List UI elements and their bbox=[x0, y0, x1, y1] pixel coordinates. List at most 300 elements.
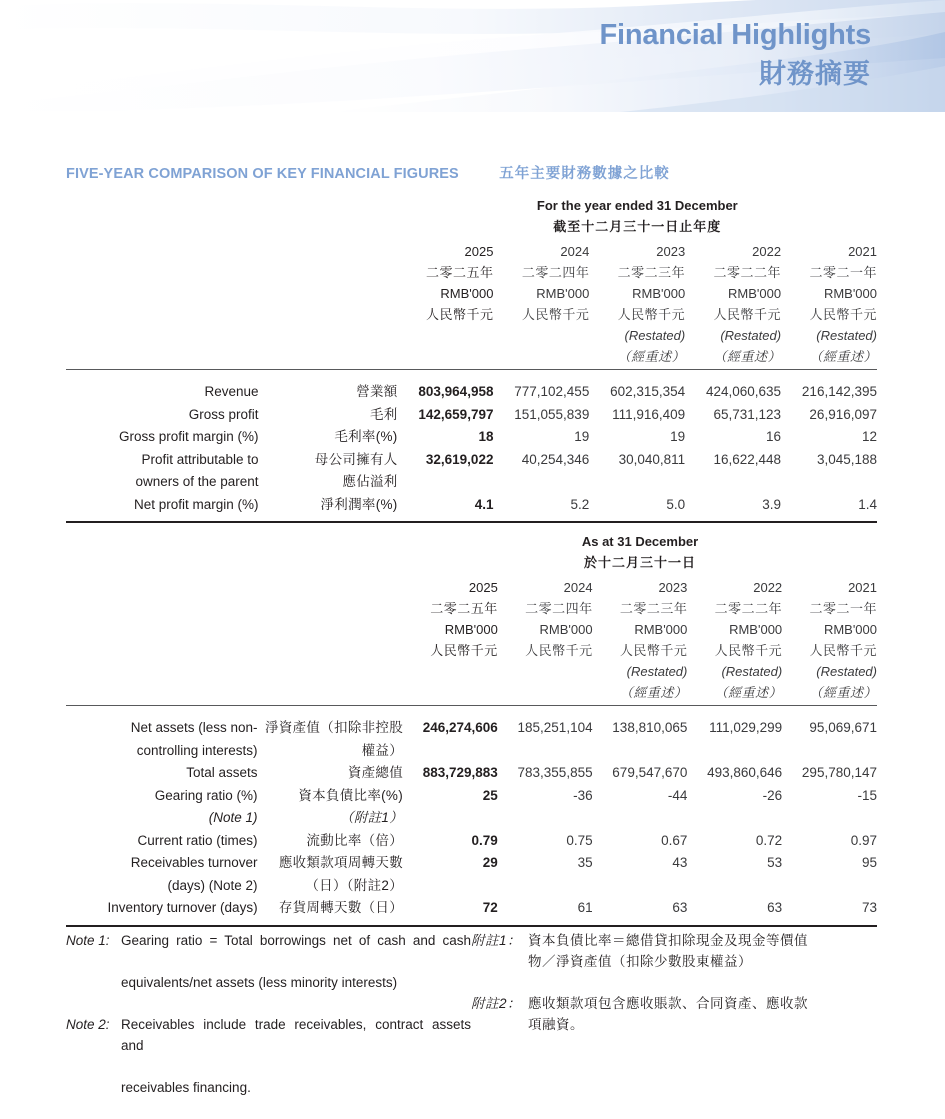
gap-cell bbox=[687, 919, 782, 926]
table-cell-value: 3,045,188 bbox=[816, 451, 877, 467]
spacer-cell bbox=[258, 598, 403, 619]
table-cell-value: 43 bbox=[672, 855, 688, 870]
column-header-year-zh: 二零二二年 bbox=[714, 601, 783, 616]
gap-cell bbox=[493, 370, 589, 381]
rule-cell bbox=[781, 522, 877, 525]
column-header-restated-zh bbox=[498, 682, 593, 703]
column-header-currency: RMB'000 bbox=[823, 286, 877, 301]
footnote-block bbox=[66, 1014, 471, 1098]
column-header-year: 2025 bbox=[468, 580, 498, 595]
spacer-cell bbox=[66, 325, 259, 346]
column-header-year: 2022 bbox=[753, 580, 783, 595]
gap-cell bbox=[781, 515, 877, 522]
section-heading-en: FIVE-YEAR COMPARISON OF KEY FINANCIAL FIGURES bbox=[66, 166, 459, 182]
gap-cell bbox=[259, 370, 398, 381]
spacer-cell bbox=[258, 577, 403, 598]
table-cell-value: 25 bbox=[482, 787, 498, 803]
table-cell-empty bbox=[782, 739, 877, 762]
column-header-year: 2025 bbox=[464, 244, 494, 259]
column-header-currency: RMB'000 bbox=[729, 622, 783, 637]
column-header-currency: RMB'000 bbox=[727, 286, 782, 301]
table-cell-empty bbox=[498, 874, 593, 897]
gap-cell bbox=[685, 370, 781, 381]
table-row bbox=[66, 761, 877, 784]
table-cell-empty bbox=[781, 470, 877, 493]
footnote-line: 項融資。 bbox=[528, 1017, 584, 1032]
column-header-restated-zh: （經重述） bbox=[809, 685, 877, 700]
footnotes-chinese bbox=[471, 930, 877, 1119]
table-cell-empty bbox=[398, 470, 494, 493]
table-cell-value: 783,355,855 bbox=[517, 765, 593, 780]
column-header-currency-zh: 人民幣千元 bbox=[425, 307, 494, 322]
spacer-cell bbox=[259, 213, 398, 241]
row-label-en: Gross profit margin (%) bbox=[119, 429, 259, 444]
table-cell-value: 493,860,646 bbox=[707, 765, 783, 780]
footnote-text bbox=[528, 993, 877, 1035]
column-header-currency: RMB'000 bbox=[536, 286, 590, 301]
row-label-zh: 淨利潤率(%) bbox=[320, 496, 398, 512]
column-header-currency: RMB'000 bbox=[440, 286, 494, 301]
column-header-currency-zh: 人民幣千元 bbox=[619, 643, 688, 658]
spacer-cell bbox=[258, 661, 403, 682]
footnote-line: Receivables include trade receivables, contract assets and bbox=[121, 1017, 471, 1053]
table-cell-value: 3.9 bbox=[762, 496, 782, 512]
row-label-zh: 流動比率（倍） bbox=[306, 832, 404, 848]
footnote-line: Gearing ratio = Total borrowings net of cash and cash bbox=[121, 933, 471, 948]
table-row-continuation bbox=[66, 739, 877, 762]
table-cell-value: 679,547,670 bbox=[612, 765, 688, 780]
gap-cell bbox=[781, 370, 877, 381]
table-cell-value: 53 bbox=[767, 855, 783, 870]
table-cell-empty bbox=[498, 806, 593, 829]
column-header-row bbox=[66, 577, 877, 598]
table-cell-value: 138,810,065 bbox=[612, 720, 688, 735]
table-cell-value: -36 bbox=[573, 787, 593, 803]
table-cell-value: 12 bbox=[861, 429, 877, 444]
row-label-en-line2: controlling interests) bbox=[136, 742, 258, 758]
column-header-year: 2023 bbox=[656, 244, 686, 259]
column-header-year-zh: 二零二四年 bbox=[521, 265, 590, 280]
table-cell-value: 151,055,839 bbox=[514, 406, 590, 422]
table-row bbox=[66, 716, 877, 739]
row-label-zh-line2: （日）（附註2） bbox=[305, 877, 404, 893]
table-cell-empty bbox=[782, 806, 877, 829]
row-label-en: Total assets bbox=[186, 765, 258, 780]
footnote-label: Note 2: bbox=[66, 1017, 110, 1032]
spacer-cell bbox=[66, 196, 259, 213]
table-cell-empty bbox=[403, 874, 498, 897]
table-cell-value: 295,780,147 bbox=[801, 765, 877, 780]
table-cell-value: 40,254,346 bbox=[521, 451, 590, 467]
table-cell-value: 424,060,635 bbox=[705, 384, 782, 399]
table-cell-value: 16,622,448 bbox=[713, 451, 782, 467]
footnote-label: 附註1： bbox=[471, 933, 522, 948]
column-header-restated-en: (Restated) bbox=[816, 664, 877, 679]
table-two-body bbox=[66, 532, 877, 929]
footnote-line: 資本負債比率＝總借貸扣除現金及現金等價值 bbox=[528, 933, 808, 948]
footnote-line: 物／淨資產值（扣除少數股東權益） bbox=[528, 954, 752, 969]
period-caption-zh: 截至十二月三十一日止年度 bbox=[553, 219, 722, 234]
footnote-line: receivables financing. bbox=[121, 1080, 251, 1095]
row-label-en: Profit attributable to bbox=[141, 451, 259, 467]
table-cell-value: 0.79 bbox=[471, 832, 498, 848]
footnote-line: equivalents/net assets (less minority interests) bbox=[121, 975, 398, 990]
page-header-banner bbox=[0, 0, 945, 112]
rule-cell bbox=[589, 522, 685, 525]
spacer-cell bbox=[66, 262, 259, 283]
table-cell-value: 95 bbox=[861, 855, 877, 870]
table-cell-value: 72 bbox=[482, 900, 498, 915]
gap-cell bbox=[403, 706, 498, 717]
column-header-currency: RMB'000 bbox=[823, 622, 877, 637]
table-cell-value: 777,102,455 bbox=[514, 384, 590, 399]
rule-cell bbox=[685, 522, 781, 525]
five-year-income-table bbox=[66, 196, 877, 525]
column-header-currency-zh: 人民幣千元 bbox=[809, 643, 877, 658]
column-header-row bbox=[66, 661, 877, 682]
column-header-year: 2021 bbox=[848, 580, 877, 595]
footnote-block bbox=[471, 993, 877, 1035]
spacer-cell bbox=[66, 619, 258, 640]
table-cell-empty bbox=[685, 470, 781, 493]
table-cell-value: 0.67 bbox=[661, 832, 688, 848]
table-cell-value: 111,916,409 bbox=[612, 406, 686, 422]
row-label-en: Net assets (less non- bbox=[130, 720, 258, 735]
rule-cell bbox=[258, 926, 403, 929]
column-header-restated-zh bbox=[493, 346, 589, 367]
gap-cell bbox=[66, 515, 259, 522]
footnote-text bbox=[121, 1014, 471, 1098]
table-cell-empty bbox=[687, 739, 782, 762]
table-cell-empty bbox=[593, 739, 688, 762]
spacer-cell bbox=[259, 196, 398, 213]
rule-cell bbox=[398, 522, 494, 525]
table-cell-value: 26,916,097 bbox=[809, 406, 877, 422]
table-gap bbox=[66, 706, 877, 717]
table-gap bbox=[66, 370, 877, 381]
column-header-currency-zh: 人民幣千元 bbox=[525, 643, 593, 658]
gap-cell bbox=[498, 706, 593, 717]
period-caption-row-zh bbox=[66, 213, 877, 241]
table-cell-value: -26 bbox=[762, 787, 783, 803]
spacer-cell bbox=[66, 346, 259, 367]
column-header-restated-zh bbox=[398, 346, 494, 367]
column-header-currency-zh: 人民幣千元 bbox=[617, 307, 686, 322]
column-header-restated-en bbox=[403, 661, 498, 682]
table-cell-value: 35 bbox=[577, 855, 593, 870]
table-cell-value: 4.1 bbox=[474, 496, 494, 512]
table-cell-value: 883,729,883 bbox=[422, 765, 498, 780]
spacer-cell bbox=[259, 262, 398, 283]
table-cell-empty bbox=[782, 874, 877, 897]
column-header-restated-zh: （經重述） bbox=[619, 685, 688, 700]
table-cell-value: 5.0 bbox=[666, 496, 686, 512]
row-label-en: Inventory turnover (days) bbox=[107, 900, 258, 915]
table-cell-value: 0.75 bbox=[566, 832, 593, 848]
table-row bbox=[66, 403, 877, 426]
table-cell-value: 803,964,958 bbox=[418, 384, 494, 399]
period-caption-row-en bbox=[66, 196, 877, 213]
table-cell-empty bbox=[403, 806, 498, 829]
column-header-row bbox=[66, 262, 877, 283]
rule-cell bbox=[66, 926, 258, 929]
table-cell-empty bbox=[687, 874, 782, 897]
gap-cell bbox=[593, 919, 688, 926]
column-header-year: 2024 bbox=[560, 244, 590, 259]
row-label-zh: 營業額 bbox=[356, 384, 398, 399]
table-cell-value: 18 bbox=[478, 429, 494, 444]
column-header-row bbox=[66, 346, 877, 367]
period-caption-en: As at 31 December bbox=[581, 534, 699, 549]
rule-cell bbox=[593, 926, 688, 929]
footnote-label: 附註2： bbox=[471, 996, 522, 1011]
column-header-year-zh: 二零二三年 bbox=[617, 265, 686, 280]
table-cell-value: 61 bbox=[577, 900, 593, 915]
row-label-zh: 資本負債比率(%) bbox=[298, 787, 404, 803]
column-header-currency: RMB'000 bbox=[444, 622, 498, 637]
spacer-cell bbox=[66, 640, 258, 661]
row-label-en: Current ratio (times) bbox=[137, 832, 258, 848]
gap-cell bbox=[493, 515, 589, 522]
table-gap bbox=[66, 919, 877, 926]
period-caption-row-zh bbox=[66, 549, 877, 577]
column-header-restated-en: (Restated) bbox=[626, 664, 688, 679]
spacer-cell bbox=[66, 532, 258, 549]
spacer-cell bbox=[258, 532, 403, 549]
section-heading bbox=[66, 162, 670, 183]
gap-cell bbox=[259, 515, 398, 522]
spacer-cell bbox=[66, 661, 258, 682]
table-cell-empty bbox=[403, 739, 498, 762]
gap-cell bbox=[593, 706, 688, 717]
table-cell-value: 111,029,299 bbox=[709, 720, 783, 735]
row-label-zh: 淨資產值（扣除非控股 bbox=[265, 720, 404, 735]
column-header-restated-en bbox=[493, 325, 589, 346]
banner-title-group bbox=[599, 18, 871, 91]
column-header-currency-zh: 人民幣千元 bbox=[430, 643, 498, 658]
table-bottom-rule bbox=[66, 522, 877, 525]
page-title-zh: 財務摘要 bbox=[759, 59, 871, 89]
column-header-restated-en bbox=[398, 325, 494, 346]
row-label-zh-line2: 應佔溢利 bbox=[342, 474, 398, 489]
column-header-currency-zh: 人民幣千元 bbox=[713, 307, 782, 322]
column-header-restated-zh: （經重述） bbox=[809, 349, 877, 364]
table-cell-value: 16 bbox=[766, 429, 782, 444]
table-row bbox=[66, 448, 877, 471]
table-cell-value: 95,069,671 bbox=[809, 720, 877, 735]
column-header-year-zh: 二零二一年 bbox=[809, 601, 877, 616]
column-header-restated-en: (Restated) bbox=[816, 328, 877, 343]
gap-cell bbox=[66, 919, 258, 926]
spacer-cell bbox=[258, 682, 403, 703]
table-cell-value: 30,040,811 bbox=[618, 451, 686, 467]
column-header-currency-zh: 人民幣千元 bbox=[714, 643, 783, 658]
column-header-year-zh: 二零二一年 bbox=[809, 265, 877, 280]
footnote-block bbox=[66, 930, 471, 993]
table-cell-empty bbox=[498, 739, 593, 762]
table-cell-value: 63 bbox=[767, 900, 783, 915]
column-header-row bbox=[66, 619, 877, 640]
table-cell-value: 185,251,104 bbox=[517, 720, 593, 735]
column-header-currency: RMB'000 bbox=[632, 286, 686, 301]
spacer-cell bbox=[259, 241, 398, 262]
table-row bbox=[66, 493, 877, 516]
column-header-restated-zh: （經重述） bbox=[617, 349, 686, 364]
table-cell-value: 63 bbox=[672, 900, 688, 915]
table-cell-value: 19 bbox=[670, 429, 686, 444]
spacer-cell bbox=[66, 598, 258, 619]
table-row-continuation bbox=[66, 874, 877, 897]
gap-cell bbox=[782, 706, 877, 717]
period-caption-en: For the year ended 31 December bbox=[536, 198, 738, 213]
table-cell-value: 142,659,797 bbox=[418, 406, 494, 422]
row-label-zh-line2: 權益） bbox=[361, 742, 404, 758]
column-header-restated-zh bbox=[403, 682, 498, 703]
spacer-cell bbox=[258, 640, 403, 661]
column-header-year: 2021 bbox=[848, 244, 877, 259]
column-header-row bbox=[66, 304, 877, 325]
spacer-cell bbox=[259, 304, 398, 325]
table-cell-value: 0.72 bbox=[755, 832, 783, 848]
rule-cell bbox=[782, 926, 877, 929]
rule-cell bbox=[66, 522, 259, 525]
table-cell-empty bbox=[589, 470, 685, 493]
page-title-en: Financial Highlights bbox=[599, 19, 871, 51]
column-header-restated-en: (Restated) bbox=[720, 328, 782, 343]
row-label-en: Net profit margin (%) bbox=[133, 496, 259, 512]
rule-cell bbox=[403, 926, 498, 929]
table-cell-empty bbox=[687, 806, 782, 829]
table-cell-empty bbox=[493, 470, 589, 493]
column-header-row bbox=[66, 640, 877, 661]
table-row bbox=[66, 829, 877, 852]
rule-cell bbox=[493, 522, 589, 525]
row-label-zh: 應收類款項周轉天數 bbox=[278, 855, 404, 870]
table-row bbox=[66, 784, 877, 807]
gap-cell bbox=[589, 515, 685, 522]
row-label-en: Revenue bbox=[204, 384, 259, 399]
row-label-zh: 存貨周轉天數（日） bbox=[278, 900, 404, 915]
table-row bbox=[66, 896, 877, 919]
column-header-year-zh: 二零二四年 bbox=[525, 601, 593, 616]
gap-cell bbox=[398, 515, 494, 522]
gap-cell bbox=[498, 919, 593, 926]
table-row bbox=[66, 425, 877, 448]
row-label-zh-line2: （附註1） bbox=[340, 810, 404, 825]
gap-cell bbox=[589, 370, 685, 381]
row-label-en: Gearing ratio (%) bbox=[154, 787, 258, 803]
gap-cell bbox=[685, 515, 781, 522]
row-label-zh: 毛利 bbox=[370, 406, 398, 422]
column-header-row bbox=[66, 241, 877, 262]
table-cell-value: 29 bbox=[482, 855, 498, 870]
spacer-cell bbox=[66, 682, 258, 703]
footnote-text bbox=[121, 930, 471, 993]
column-header-restated-zh: （經重述） bbox=[713, 349, 782, 364]
column-header-currency-zh: 人民幣千元 bbox=[521, 307, 590, 322]
spacer-cell bbox=[259, 346, 398, 367]
column-header-restated-en bbox=[498, 661, 593, 682]
spacer-cell bbox=[66, 213, 259, 241]
table-one-body bbox=[66, 196, 877, 525]
period-caption-row-en bbox=[66, 532, 877, 549]
footnotes-section bbox=[66, 930, 877, 1119]
column-header-currency-zh: 人民幣千元 bbox=[809, 307, 877, 322]
section-heading-zh: 五年主要財務數據之比較 bbox=[499, 166, 670, 182]
table-cell-value: 5.2 bbox=[570, 496, 590, 512]
column-header-restated-en: (Restated) bbox=[721, 664, 783, 679]
gap-cell bbox=[258, 706, 403, 717]
table-bottom-rule bbox=[66, 926, 877, 929]
table-gap bbox=[66, 515, 877, 522]
row-label-zh: 毛利率(%) bbox=[334, 429, 398, 444]
column-header-row bbox=[66, 283, 877, 304]
table-cell-value: 602,315,354 bbox=[610, 384, 686, 399]
table-row bbox=[66, 380, 877, 403]
gap-cell bbox=[66, 370, 259, 381]
gap-cell bbox=[66, 706, 258, 717]
table-cell-empty bbox=[593, 874, 688, 897]
column-header-row bbox=[66, 682, 877, 703]
rule-cell bbox=[259, 522, 398, 525]
column-header-restated-zh: （經重述） bbox=[714, 685, 783, 700]
table-cell-value: 216,142,395 bbox=[801, 384, 877, 399]
gap-cell bbox=[258, 919, 403, 926]
footnote-block bbox=[471, 930, 877, 972]
spacer-cell bbox=[258, 549, 403, 577]
footnote-label: Note 1: bbox=[66, 933, 110, 948]
table-cell-value: 246,274,606 bbox=[422, 720, 498, 735]
gap-cell bbox=[398, 370, 494, 381]
row-label-zh: 母公司擁有人 bbox=[314, 451, 398, 467]
table-cell-value: -15 bbox=[857, 787, 877, 803]
table-cell-value: 73 bbox=[861, 900, 877, 915]
column-header-row bbox=[66, 325, 877, 346]
spacer-cell bbox=[259, 325, 398, 346]
column-header-year: 2022 bbox=[752, 244, 782, 259]
table-row bbox=[66, 851, 877, 874]
rule-cell bbox=[498, 926, 593, 929]
footnote-text bbox=[528, 930, 877, 972]
spacer-cell bbox=[258, 619, 403, 640]
row-label-en-line2: (Note 1) bbox=[208, 810, 258, 825]
column-header-year-zh: 二零二五年 bbox=[430, 601, 498, 616]
column-header-year-zh: 二零二三年 bbox=[619, 601, 688, 616]
gap-cell bbox=[403, 919, 498, 926]
table-cell-value: 0.97 bbox=[850, 832, 877, 848]
five-year-balance-table bbox=[66, 532, 877, 929]
column-header-restated-en: (Restated) bbox=[624, 328, 686, 343]
column-header-currency: RMB'000 bbox=[634, 622, 688, 637]
row-label-en-line2: (days) (Note 2) bbox=[167, 877, 258, 893]
row-label-zh: 資產總值 bbox=[347, 765, 404, 780]
column-header-year: 2024 bbox=[563, 580, 593, 595]
table-cell-value: -44 bbox=[667, 787, 688, 803]
spacer-cell bbox=[66, 549, 258, 577]
table-cell-value: 19 bbox=[574, 429, 590, 444]
column-header-currency: RMB'000 bbox=[539, 622, 593, 637]
table-cell-value: 32,619,022 bbox=[425, 451, 494, 467]
spacer-cell bbox=[66, 304, 259, 325]
column-header-year-zh: 二零二二年 bbox=[713, 265, 782, 280]
table-cell-empty bbox=[593, 806, 688, 829]
table-row-continuation bbox=[66, 806, 877, 829]
spacer-cell bbox=[66, 577, 258, 598]
row-label-en: Receivables turnover bbox=[130, 855, 258, 870]
table-row-continuation bbox=[66, 470, 877, 493]
spacer-cell bbox=[66, 283, 259, 304]
footnotes-english bbox=[66, 930, 471, 1119]
